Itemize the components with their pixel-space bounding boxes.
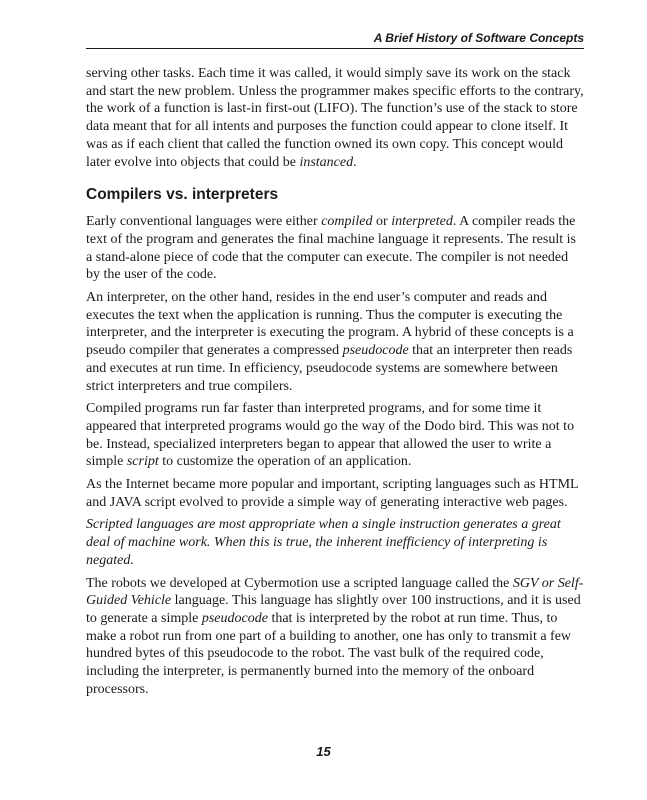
paragraph-interpreter: An interpreter, on the other hand, resides in the end user’s computer and reads and executes the text when the application is running. Thus the computer is executing the interpreter, and the interpreter is executing the program. A hybrid of these concepts is a pseudo compiler that generates a compressed pseudocode that an interpreter then reads and executes at run time. In efficiency, pseudocode systems are somewhere between strict interpreters and true compilers. [86,290,574,394]
paragraph-emphasis-note: Scripted languages are most appropriate when a single instruction generates a great deal of machine work. When this is true, the inherent inefficiency of interpreting is negated. [86,517,561,568]
section-heading: Compilers vs. interpreters [86,186,279,204]
paragraph-stack-lifo: serving other tasks. Each time it was called, it would simply save its work on the stack and start the new problem. Unless the programmer makes specific efforts to the contrary, the work of a function is last-in first-out (LIFO). The function’s use of the stack to store data meant that for all intents and purposes the function could appear to clone itself. It was as if each client that called the function owned its own copy. This concept would later evolve into objects that could be instanced. [86,66,584,170]
book-page [86,30,584,704]
paragraph-sgv-language: The robots we developed at Cybermotion use a scripted language called the SGV or Self-Guided Vehicle language. This language has slightly over 100 instructions, and it is used to generate a simple pseudocode that is interpreted by the robot at run time. Thus, to make a robot run from one part of a building to another, one has only to transmit a few hundred bytes of this pseudocode to the robot. The vast bulk of the required code, including the interpreter, is permanently burned into the memory of the onboard processors. [86,575,584,697]
paragraph-compiled-speed: Compiled programs run far faster than interpreted programs, and for some time it appeared that interpreted programs would go the way of the Dodo bird. This was not to be. Instead, specialized interpreters began to appear that allowed the user to write a simple script to customize the operation of an application. [86,401,575,470]
running-header [86,30,584,49]
page-number: 15 [316,744,331,759]
running-title: A Brief History of Software Concepts [373,31,584,45]
paragraph-compiled-interpreted: Early conventional languages were either compiled or interpreted. A compiler reads the text of the program and generates the final machine language it represents. The result is a stand-alone piece of code that the computer can execute. The compiler is not needed by the user of the code. [86,214,576,283]
paragraph-internet-scripting: As the Internet became more popular and important, scripting languages such as HTML and JAVA script evolved to provide a simple way of generating interactive web pages. [86,477,579,510]
